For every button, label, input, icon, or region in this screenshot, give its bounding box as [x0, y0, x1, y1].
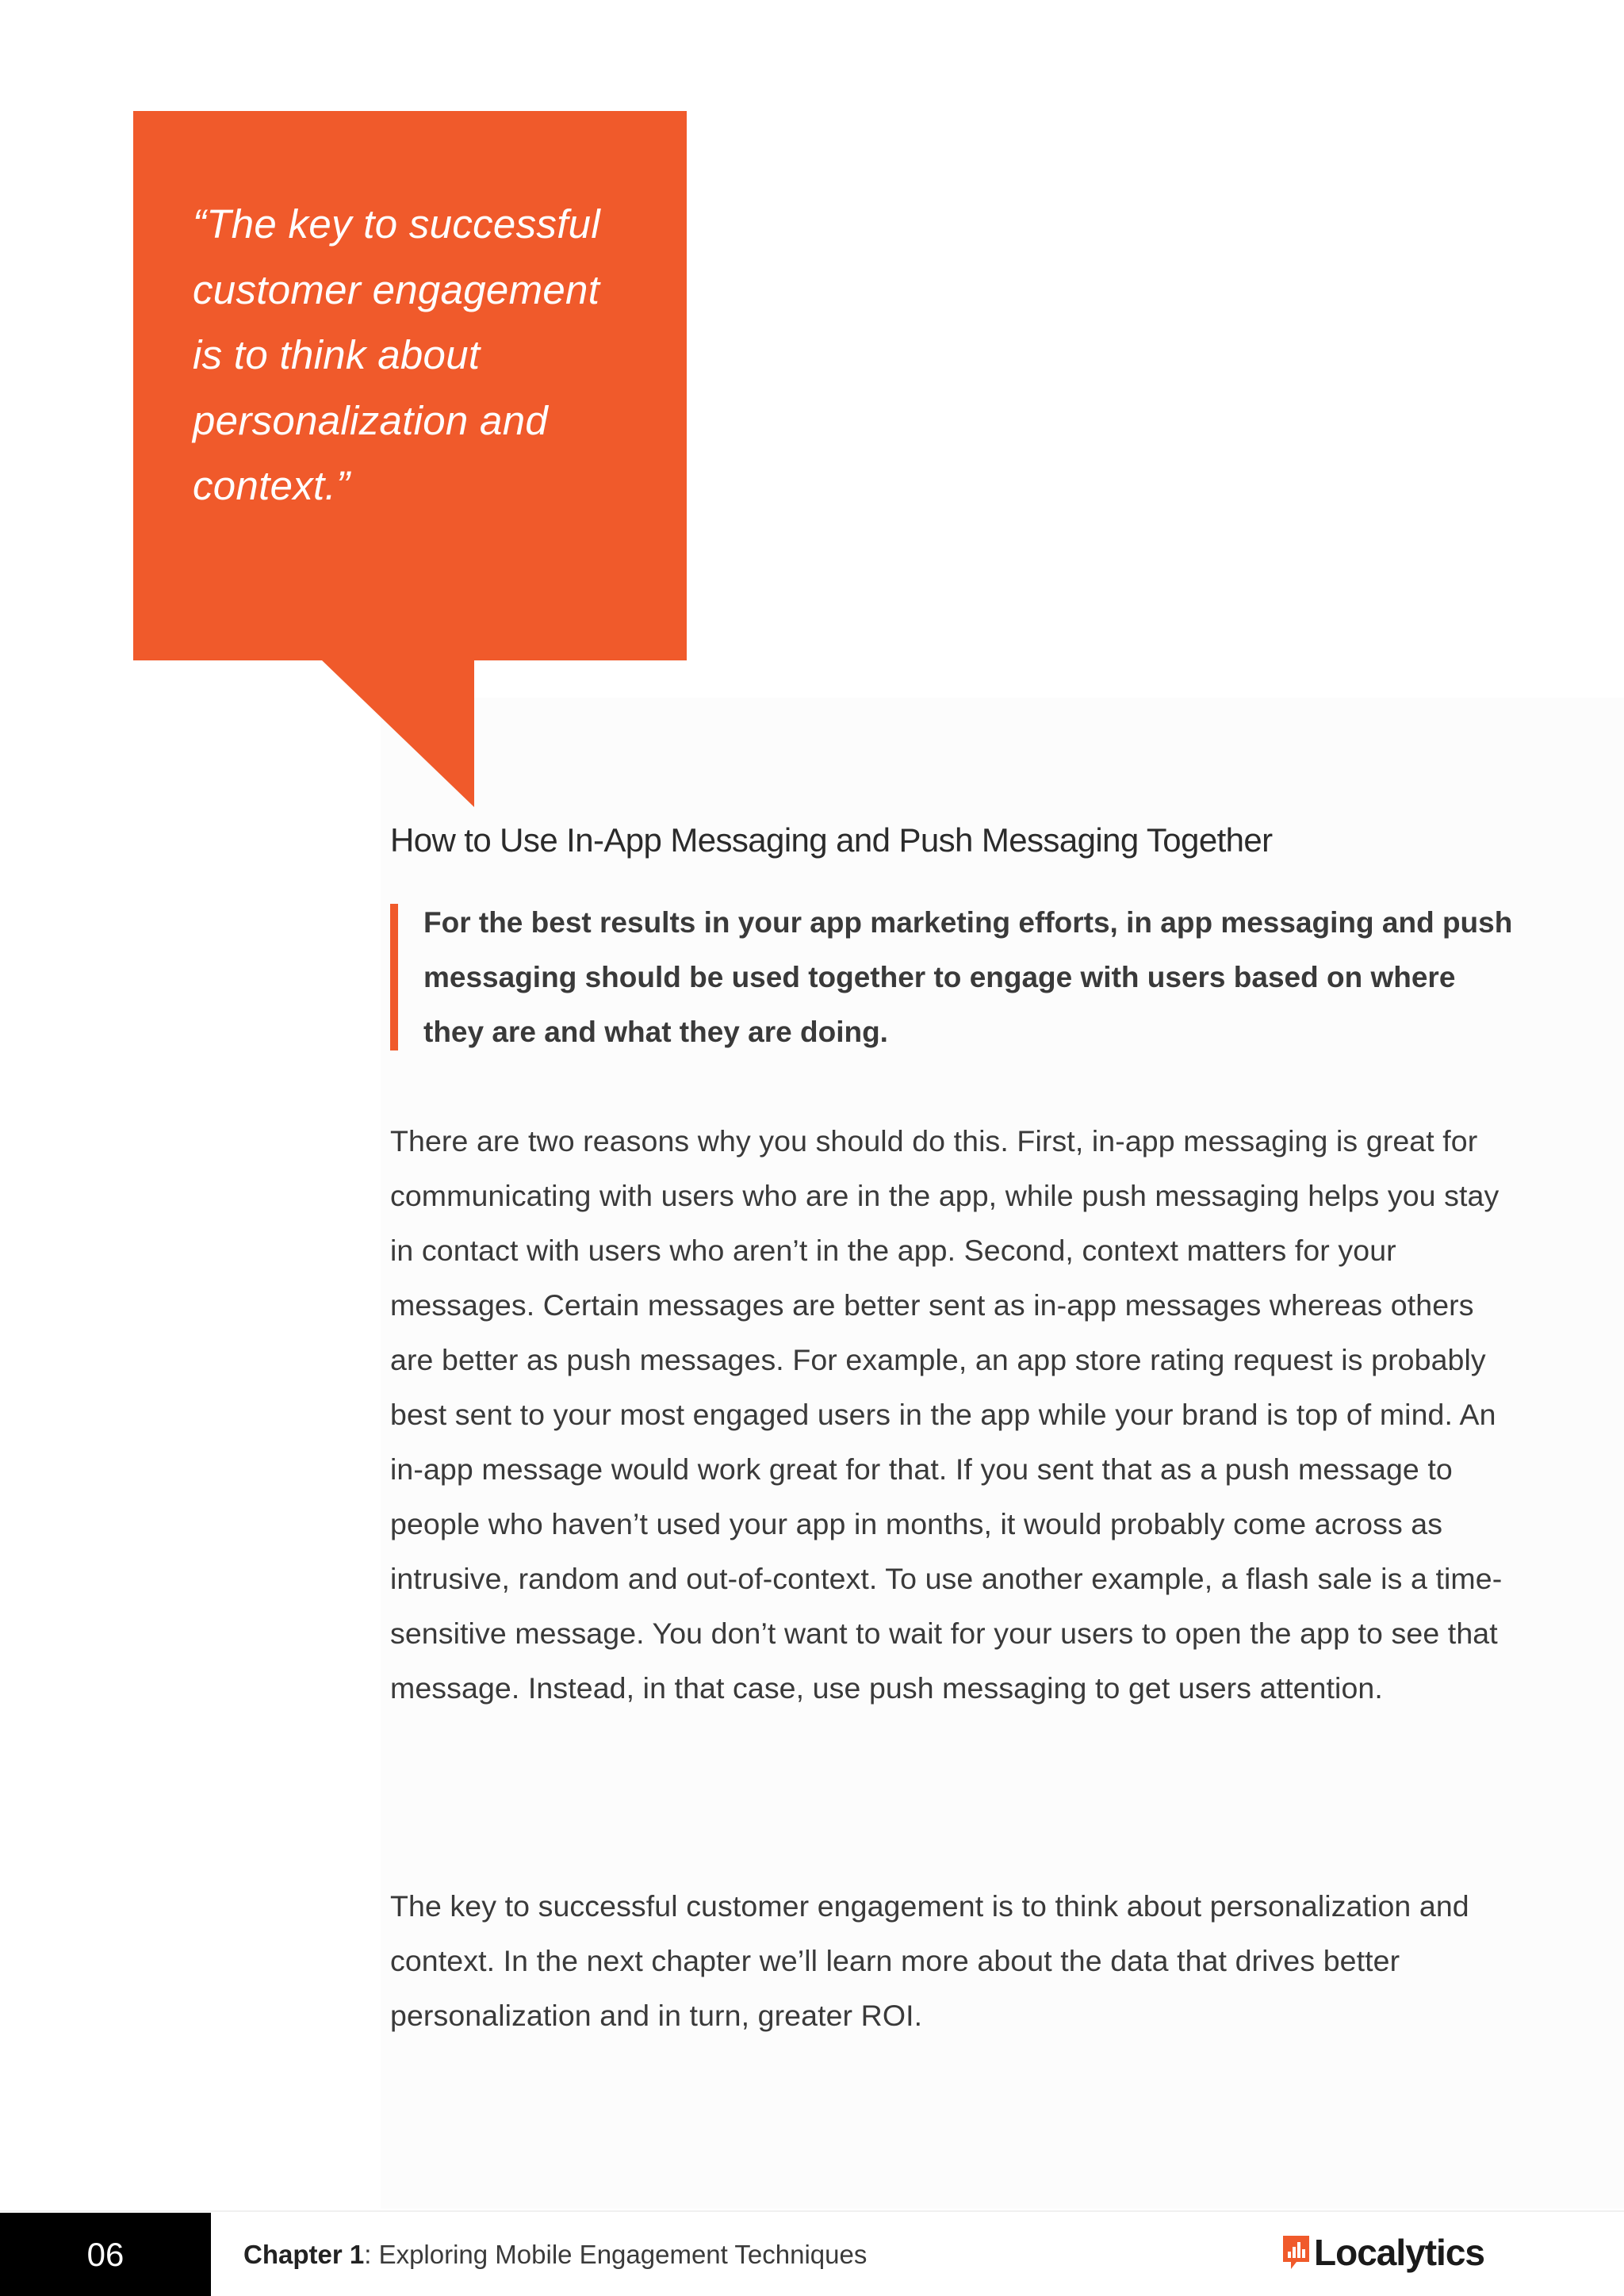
- page-number: 06: [0, 2213, 211, 2296]
- bar-chart-speech-bubble-icon: [1283, 2236, 1309, 2269]
- chapter-number: Chapter 1: [243, 2240, 365, 2269]
- chapter-title: Exploring Mobile Engagement Techniques: [378, 2240, 868, 2269]
- body-paragraph-1: There are two reasons why you should do this. First, in-app messaging is great for communicating with users who are in the app, while push messaging helps you stay in contact with users who aren’t in the app. Second, context matters for your messages. Certain messages are better sent as in-app messages whereas others are better as push messages. For example, an app store rating request is probably best sent to your most engaged users in the app while your brand is top of mind. An in-app message would work great for that. If you sent that as a push message to people who haven’t used your app in months, it would probably come across as intrusive, random and out-of-context. To use another example, a flash sale is a time-sensitive message. You don’t want to wait for your users to open the app to see that message. Instead, in that case, use push messaging to get users attention.: [390, 1124, 1503, 1705]
- body-paragraph-2: The key to successful customer engagement is to think about personalization and context. In the next chapter we’ll learn more about the data that drives better personalization and in turn, greater ROI.: [390, 1889, 1469, 2032]
- footer-divider: [0, 2210, 1624, 2212]
- brand-logo: [1283, 2227, 1484, 2278]
- highlight-callout: [390, 904, 1516, 1050]
- pull-quote-text: “The key to successful customer engagement is to think about personalization and context.”: [193, 201, 600, 508]
- callout-text: For the best results in your app marketing efforts, in app messaging and push messaging should be used together to engage with users based on where they are and what they are doing.: [423, 906, 1513, 1048]
- chapter-label: [243, 2229, 867, 2280]
- pull-quote-box: [133, 111, 687, 660]
- section-heading: How to Use In-App Messaging and Push Messaging Together: [390, 821, 1273, 859]
- brand-name: Localytics: [1314, 2232, 1484, 2273]
- chapter-separator: :: [364, 2240, 379, 2269]
